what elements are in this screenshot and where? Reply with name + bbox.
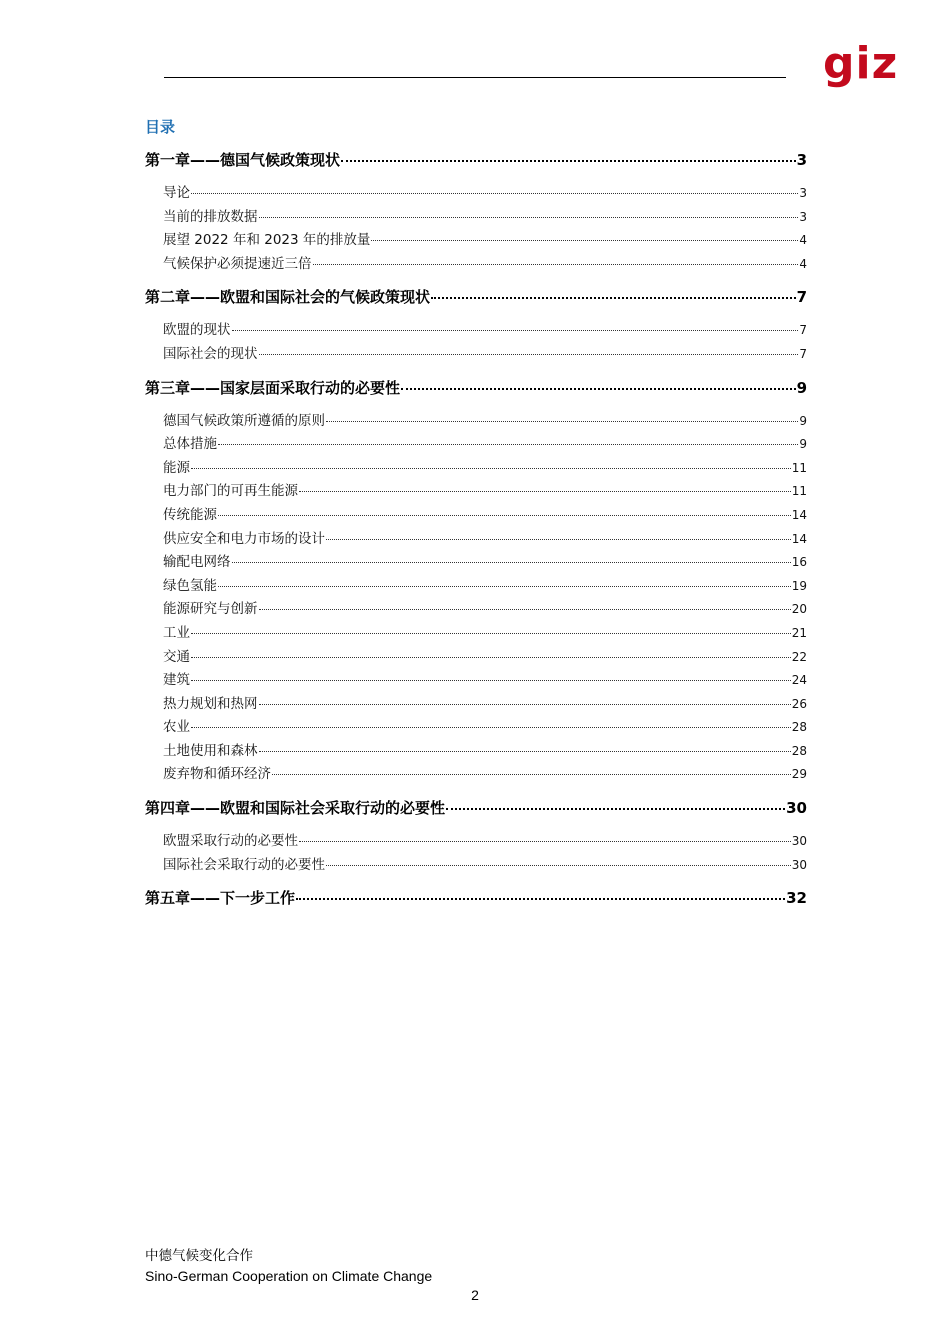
dot-leader: [191, 468, 791, 469]
toc-section-entry-page: 4: [799, 256, 807, 271]
toc-section-entry[interactable]: [145, 669, 807, 693]
dot-leader: [326, 865, 791, 866]
toc-section-entry-page: 11: [791, 460, 807, 475]
toc-section-entry[interactable]: [145, 622, 807, 646]
toc-chapter-entry[interactable]: [145, 147, 807, 174]
toc-section-entry[interactable]: [145, 740, 807, 764]
dot-leader: [191, 193, 798, 194]
toc-section-entry-label: 交通: [163, 648, 190, 665]
toc-chapter-entry[interactable]: [145, 284, 807, 311]
toc-section-entry-label: 能源: [163, 459, 190, 476]
toc-section-entry-page: 28: [791, 743, 807, 758]
toc-section-entry-page: 3: [799, 209, 807, 224]
dot-leader: [296, 898, 785, 900]
dot-leader: [431, 297, 796, 299]
toc-section-entry-label: 建筑: [163, 672, 190, 689]
toc-section-entry-page: 16: [791, 555, 807, 570]
toc-section-entry-page: 28: [791, 720, 807, 735]
footer-org-en: Sino-German Cooperation on Climate Change: [145, 1268, 433, 1284]
toc-chapter-entry[interactable]: [145, 375, 807, 402]
dot-leader: [259, 217, 799, 218]
toc-section-entry-label: 绿色氢能: [163, 577, 217, 594]
toc-section-entry-label: 工业: [163, 624, 190, 641]
dot-leader: [341, 160, 796, 162]
toc-spacer: [145, 822, 807, 830]
toc-section-entry-label: 导论: [163, 185, 190, 201]
dot-leader: [299, 841, 791, 842]
toc-section-entry[interactable]: [145, 343, 807, 367]
toc-section-entry-label: 电力部门的可再生能源: [163, 483, 298, 500]
toc-section-entry-page: 22: [791, 649, 807, 664]
giz-logo: giz: [823, 38, 899, 89]
toc-section-entry-page: 7: [799, 323, 807, 338]
dot-leader: [191, 657, 791, 658]
toc-chapter-entry-page: 9: [796, 378, 807, 397]
toc-section-entry[interactable]: [145, 716, 807, 740]
toc-section-entry[interactable]: [145, 319, 807, 343]
toc-chapter-entry[interactable]: [145, 885, 807, 912]
toc-section-entry-label: 废弃物和循环经济: [163, 766, 271, 783]
toc-section-entry[interactable]: [145, 410, 807, 434]
toc-section-entry[interactable]: [145, 229, 807, 253]
footer-org-cn: 中德气候变化合作: [145, 1248, 253, 1264]
toc-section-entry-page: 9: [799, 437, 807, 452]
toc-section-entry-label: 输配电网络: [163, 554, 231, 571]
toc-section-entry-label: 土地使用和森林: [163, 742, 258, 759]
toc-chapter-entry-label: 第一章——德国气候政策现状: [145, 151, 341, 169]
toc-section-entry[interactable]: [145, 646, 807, 670]
toc-chapter-entry-label: 第三章——国家层面采取行动的必要性: [145, 378, 401, 397]
dot-leader: [446, 808, 785, 810]
toc-spacer: [145, 311, 807, 319]
toc-chapter-entry-page: 3: [796, 151, 807, 169]
toc-section-entry-page: 9: [799, 413, 807, 428]
toc-section-entry-page: 30: [791, 834, 807, 849]
dot-leader: [218, 515, 791, 516]
toc-title: 目录: [145, 118, 176, 136]
footer: [145, 1246, 432, 1286]
dot-leader: [259, 751, 791, 752]
toc-section-entry[interactable]: [145, 528, 807, 552]
toc-section-entry[interactable]: [145, 480, 807, 504]
dot-leader: [232, 330, 799, 331]
dot-leader: [326, 539, 791, 540]
toc-section-entry-label: 国际社会采取行动的必要性: [163, 856, 325, 873]
toc-section-entry-page: 20: [791, 602, 807, 617]
toc-section-entry-label: 能源研究与创新: [163, 601, 258, 618]
toc-section-entry-page: 14: [791, 531, 807, 546]
toc-section-entry-label: 展望 2022 年和 2023 年的排放量: [163, 232, 371, 249]
toc-section-entry[interactable]: [145, 854, 807, 878]
toc-section-entry-label: 热力规划和热网: [163, 695, 258, 712]
toc-section-entry-label: 气候保护必须提速近三倍: [163, 255, 312, 272]
toc-spacer: [145, 402, 807, 410]
toc-section-entry-page: 3: [799, 186, 807, 200]
toc-section-entry[interactable]: [145, 763, 807, 787]
toc-section-entry-page: 19: [791, 578, 807, 593]
toc-section-entry-page: 11: [791, 484, 807, 499]
toc-section-entry-page: 29: [791, 767, 807, 782]
toc-chapter-entry-page: 32: [786, 889, 807, 908]
toc-section-entry[interactable]: [145, 182, 807, 206]
header-rule: [164, 77, 786, 78]
toc-section-entry-label: 农业: [163, 719, 190, 736]
toc-section-entry[interactable]: [145, 551, 807, 575]
toc-section-entry[interactable]: [145, 206, 807, 230]
toc-section-entry-label: 德国气候政策所遵循的原则: [163, 412, 325, 429]
toc-spacer: [145, 174, 807, 182]
dot-leader: [272, 774, 791, 775]
toc-section-entry[interactable]: [145, 457, 807, 481]
dot-leader: [191, 727, 791, 728]
toc-section-entry-label: 总体措施: [163, 436, 217, 453]
dot-leader: [299, 491, 791, 492]
toc-chapter-entry-page: 7: [796, 288, 807, 307]
toc-section-entry[interactable]: [145, 433, 807, 457]
dot-leader: [191, 633, 791, 634]
toc-section-entry-page: 7: [799, 346, 807, 361]
dot-leader: [218, 444, 798, 445]
toc-section-entry[interactable]: [145, 575, 807, 599]
toc-chapter-entry-label: 第二章——欧盟和国际社会的气候政策现状: [145, 288, 431, 307]
toc-section-entry-label: 欧盟的现状: [163, 322, 231, 339]
toc-section-entry-page: 24: [791, 673, 807, 688]
page-number: 2: [471, 1287, 479, 1303]
table-of-contents: [145, 147, 807, 912]
toc-section-entry-label: 传统能源: [163, 506, 217, 523]
dot-leader: [259, 354, 799, 355]
toc-section-entry-label: 国际社会的现状: [163, 345, 258, 362]
toc-section-entry[interactable]: [145, 830, 807, 854]
toc-spacer: [145, 367, 807, 375]
toc-section-entry-label: 欧盟采取行动的必要性: [163, 833, 298, 850]
toc-section-entry[interactable]: [145, 253, 807, 277]
toc-section-entry-label: 供应安全和电力市场的设计: [163, 530, 325, 547]
toc-section-entry-page: 4: [799, 233, 807, 248]
toc-chapter-entry[interactable]: [145, 795, 807, 822]
dot-leader: [401, 388, 796, 390]
dot-leader: [232, 562, 791, 563]
toc-section-entry-page: 21: [791, 625, 807, 640]
toc-chapter-entry-label: 第四章——欧盟和国际社会采取行动的必要性: [145, 799, 446, 818]
toc-section-entry[interactable]: [145, 693, 807, 717]
dot-leader: [326, 421, 798, 422]
toc-spacer: [145, 276, 807, 284]
toc-section-entry[interactable]: [145, 504, 807, 528]
toc-chapter-entry-label: 第五章——下一步工作: [145, 889, 296, 908]
toc-section-entry-label: 当前的排放数据: [163, 208, 258, 225]
dot-leader: [191, 680, 791, 681]
toc-section-entry-page: 14: [791, 507, 807, 522]
dot-leader: [259, 609, 791, 610]
toc-spacer: [145, 877, 807, 885]
dot-leader: [313, 264, 799, 265]
dot-leader: [259, 704, 791, 705]
dot-leader: [218, 586, 791, 587]
toc-spacer: [145, 787, 807, 795]
dot-leader: [371, 240, 798, 241]
toc-section-entry-page: 26: [791, 696, 807, 711]
toc-chapter-entry-page: 30: [786, 799, 807, 818]
toc-section-entry[interactable]: [145, 598, 807, 622]
toc-section-entry-page: 30: [791, 857, 807, 872]
